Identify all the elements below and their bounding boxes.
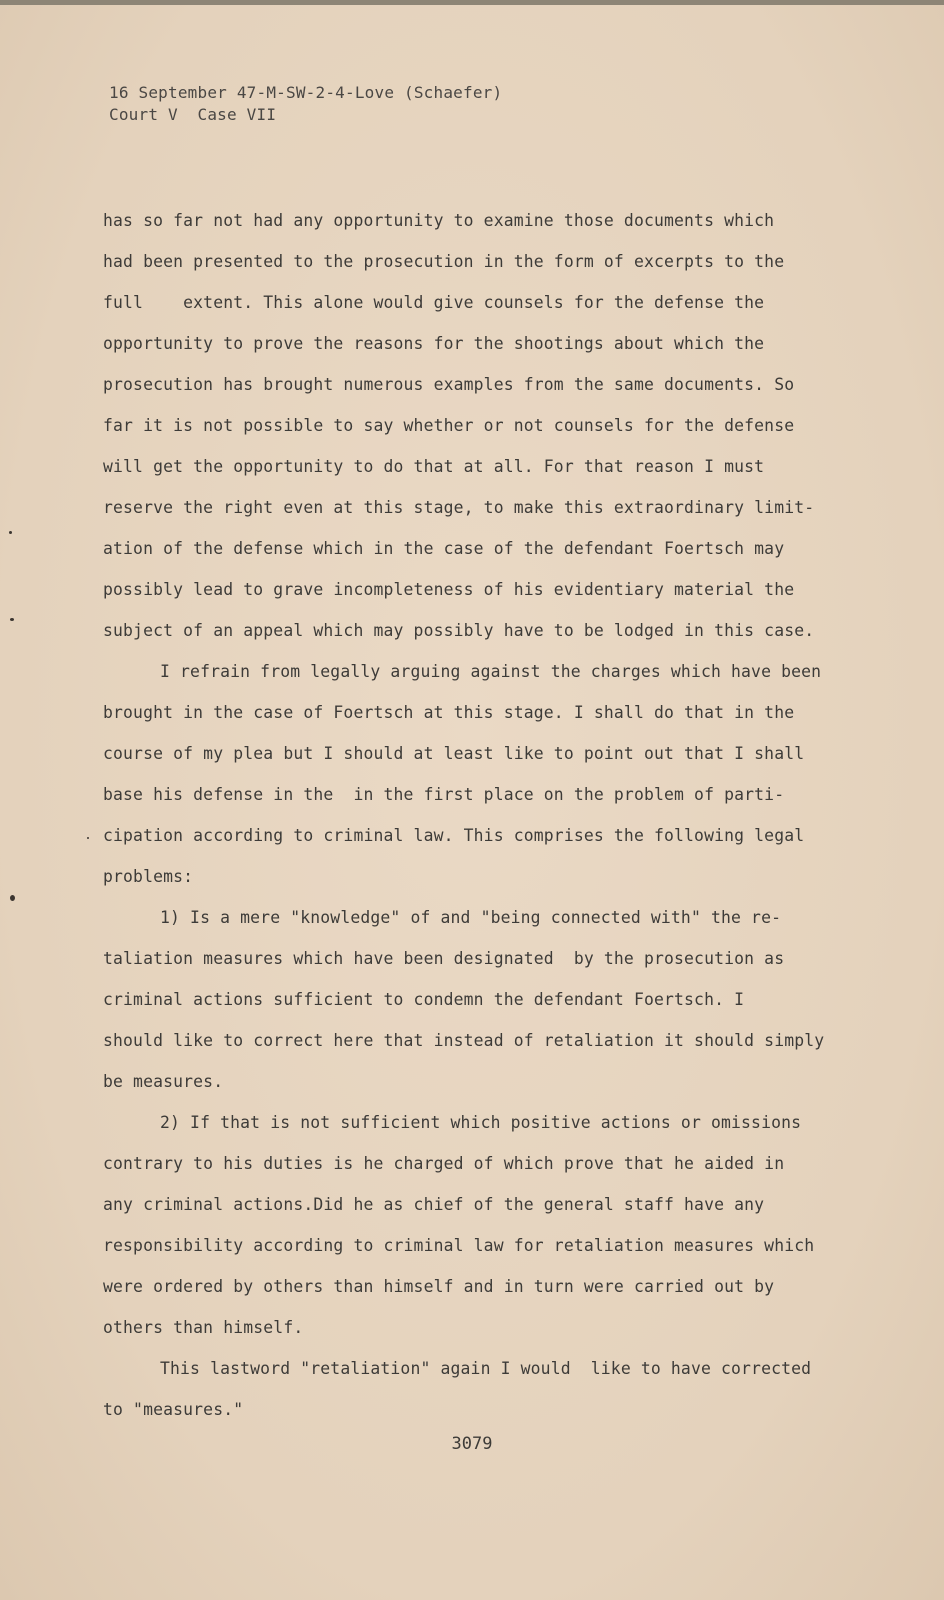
body-line: prosecution has brought numerous examples from the same documents. So <box>103 375 795 394</box>
body-line: brought in the case of Foertsch at this stage. I shall do that in the <box>103 703 795 722</box>
page-top-edge <box>0 0 944 5</box>
body-line: criminal actions sufficient to condemn the defendant Foertsch. I <box>103 990 745 1009</box>
body-line: ation of the defense which in the case of the defendant Foertsch may <box>103 539 785 558</box>
body-line: full extent. This alone would give counsels for the defense the <box>103 293 765 312</box>
body-line: possibly lead to grave incompleteness of his evidentiary material the <box>103 580 795 599</box>
list-item-2-start: 2) If that is not sufficient which positive actions or omissions <box>160 1113 802 1132</box>
margin-speck <box>10 618 14 621</box>
body-line: cipation according to criminal law. This comprises the following legal <box>103 826 805 845</box>
body-line: others than himself. <box>103 1318 304 1337</box>
body-line: be measures. <box>103 1072 224 1091</box>
header-date-reference: 16 September 47-M-SW-2-4-Love (Schaefer) <box>109 83 503 102</box>
body-line: will get the opportunity to do that at all. For that reason I must <box>103 457 765 476</box>
paragraph-start-line: I refrain from legally arguing against the charges which have been <box>160 662 822 681</box>
body-line: contrary to his duties is he charged of which prove that he aided in <box>103 1154 785 1173</box>
margin-speck <box>9 531 12 534</box>
list-item-1-start: 1) Is a mere "knowledge" of and "being connected with" the re- <box>160 908 782 927</box>
body-line: subject of an appeal which may possibly have to be lodged in this case. <box>103 621 815 640</box>
body-line: should like to correct here that instead of retaliation it should simply <box>103 1031 825 1050</box>
margin-speck <box>87 837 89 839</box>
body-line: base his defense in the in the first place on the problem of parti- <box>103 785 785 804</box>
body-line: far it is not possible to say whether or not counsels for the defense <box>103 416 795 435</box>
document-body <box>103 200 855 1430</box>
body-line: any criminal actions.Did he as chief of the general staff have any <box>103 1195 765 1214</box>
body-line: reserve the right even at this stage, to make this extraordinary limit- <box>103 498 815 517</box>
margin-speck <box>10 895 15 901</box>
body-line: opportunity to prove the reasons for the shootings about which the <box>103 334 765 353</box>
body-line: were ordered by others than himself and in turn were carried out by <box>103 1277 775 1296</box>
body-line: has so far not had any opportunity to examine those documents which <box>103 211 775 230</box>
page-number: 3079 <box>451 1434 493 1454</box>
document-header <box>109 82 502 126</box>
body-line: taliation measures which have been designated by the prosecution as <box>103 949 785 968</box>
header-court-case: Court V Case VII <box>109 105 277 124</box>
body-line: to "measures." <box>103 1400 244 1419</box>
body-line: had been presented to the prosecution in the form of excerpts to the <box>103 252 785 271</box>
paragraph-start-line: This lastword "retaliation" again I would like to have corrected <box>160 1359 812 1378</box>
body-line: problems: <box>103 867 194 886</box>
body-line: course of my plea but I should at least like to point out that I shall <box>103 744 805 763</box>
body-line: responsibility according to criminal law for retaliation measures which <box>103 1236 815 1255</box>
